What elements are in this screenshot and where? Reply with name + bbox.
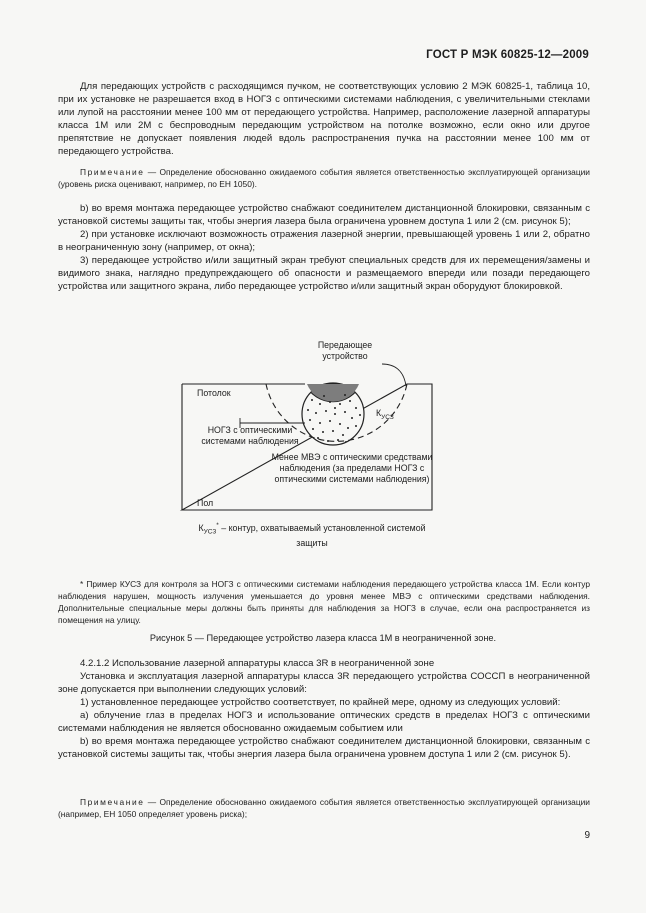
- paragraph-conditions: Установка и эксплуатация лазерной аппаратуры класса 3R передающего устройства СОССП в неограниченной зоне допускается при выполнении следующих условий:: [58, 671, 590, 695]
- list-item-3: 3) передающее устройство и/или защитный экран требуют специальных средств для их перемещения/замены и видимого знака, наглядно предупреждающего об опасности и размещаемого впереди или позади передающего устройства или защитного экрана, либо передающее устройство и/или защитный экран оборудуют блокировкой.: [58, 255, 590, 292]
- section-4-2-1-2: [58, 657, 590, 761]
- transmitter-leader: [382, 364, 406, 386]
- paragraph-text: Для передающих устройств с расходящимся пучком, не соответствующих условию 2 МЭК 60825-1, таблица 10, при их установке не разрешается вход в НОГЗ с оптическими системами наблюдения, с увеличительными стеклами или лупой на расстоянии менее 100 мм от передающего устройства. Например, расположение лазерной аппаратуры класса 1М или 2М с беспроводным передающим устройством на потолке возможно, если окно или другое препятствие не допускает появления людей вдоль распространения пучка на расстоянии менее 100 мм от передающего устройства.: [58, 81, 590, 157]
- floor-label: Пол: [197, 498, 214, 508]
- lens-circle: [302, 383, 364, 445]
- page-number: 9: [584, 830, 590, 841]
- transmitter-body: [307, 384, 359, 402]
- note-label: Примечание: [80, 797, 145, 807]
- list-items-group-1: [58, 202, 590, 293]
- note-text: — Определение обоснованно ожидаемого события является ответственностью эксплуатирующей организации (уровень риска оценивают, например, по ЕН 1050).: [58, 167, 590, 189]
- dot-pattern: [307, 394, 361, 443]
- less-mve-label: Менее МВЭ с оптическими средствами наблюдения (за пределами НОГЗ с оптическими системами наблюдения): [271, 452, 433, 484]
- note-label: Примечание: [80, 167, 145, 177]
- footnote-text: * Пример КУСЗ для контроля за НОГЗ с оптическими системами наблюдения передающего устройства класса 1М. Если контур наблюдения нарушен, мощность излучения уменьшается до уровня менее МВЭ с оптическими средствами наблюдения. Дополнительные специальные меры должны быть приняты для наблюдения за НОГЗ в случае, если она распространяется из помещения на улицу.: [58, 579, 590, 625]
- ceiling-label: Потолок: [197, 388, 231, 398]
- paragraph-divergent-beam: [58, 80, 590, 158]
- room-outline: [182, 384, 432, 510]
- k-usz-label: $К_{УСЗ}$: [376, 408, 394, 421]
- list-item-a: а) облучение глаз в пределах НОГЗ и использование оптических средств в пределах НОГЗ с оптическими системами наблюдения не является обоснованно ожидаемым событием или: [58, 710, 590, 734]
- transmitter-label: Передающее устройство: [317, 340, 373, 361]
- figure-caption: Рисунок 5 — Передающее устройство лазера класса 1М в неограниченной зоне.: [149, 633, 497, 643]
- section-title: 4.2.1.2 Использование лазерной аппаратуры класса 3R в неограниченной зоне: [80, 658, 435, 669]
- list-item-1: 1) установленное передающее устройство соответствует, по крайней мере, одному из следующих условий:: [80, 697, 561, 708]
- footnote: [58, 578, 590, 626]
- note-1: [58, 166, 590, 190]
- contour-legend: $К_{УСЗ}^*$ – контур, охватываемый установленной системой защиты: [198, 522, 426, 548]
- note-text: — Определение обоснованно ожидаемого события является ответственностью эксплуатирующей организации (например, ЕН 1050 определяет уровень риска);: [58, 797, 590, 819]
- note-2: [58, 796, 590, 820]
- list-item-b: b) во время монтажа передающее устройство снабжают соединителем дистанционной блокировки, связанным с установкой системы защиты так, чтобы энергия лазера была ограничена уровнем доступа 1 или 2 (см. рисунок 5);: [58, 203, 590, 227]
- transmitter-dome: [305, 384, 361, 402]
- list-item-b2: b) во время монтажа передающее устройство снабжают соединителем дистанционной блокировки, связанным с установкой системы защиты так, чтобы энергия лазера была ограничена уровнем доступа 1 или 2 (см. рисунок 5).: [58, 736, 590, 760]
- document-header: ГОСТ Р МЭК 60825-12—2009: [426, 49, 589, 61]
- list-item-2: 2) при установке исключают возможность отражения лазерной энергии, превышающей уровень 1 или 2, обратно в неограниченную зону (например, от окна);: [58, 229, 590, 253]
- nogz-label: НОГЗ с оптическими системами наблюдения: [201, 425, 299, 446]
- k-usz-contour: [266, 384, 407, 441]
